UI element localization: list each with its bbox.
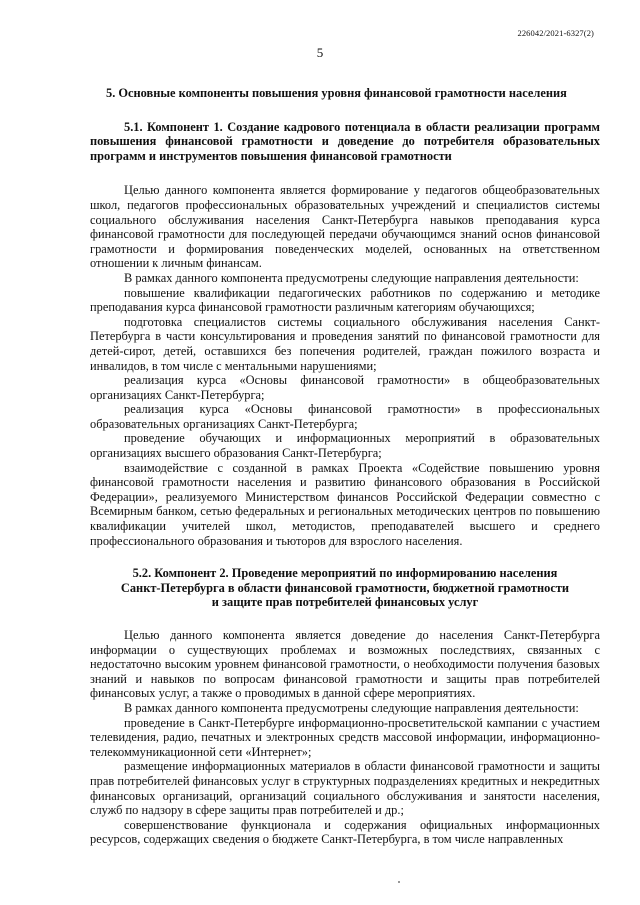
section-5-1-heading: 5.1. Компонент 1. Создание кадрового потенциала в области реализации программ повышения финансовой грамотности и доведение до потребителя образовательных программ и инструментов повышения финансовой грамотности xyxy=(90,119,600,163)
paragraph: В рамках данного компонента предусмотрены следующие направления деятельности: xyxy=(124,700,579,715)
section-5-1-body xyxy=(90,183,600,548)
section-5-heading: 5. Основные компоненты повышения уровня финансовой грамотности населения xyxy=(106,86,567,100)
list-item: проведение в Санкт-Петербурге информационно-просветительской кампании с участием телевидения, радио, печатных и электронных средств массовой информации, информационно-телекоммуникационной сети «Интернет»; xyxy=(90,715,600,759)
list-item: взаимодействие с созданной в рамках Проекта «Содействие повышению уровня финансовой грамотности населения и развитию финансового образования в Российской Федерации», реализуемого Министерством финансов Российской Федерации совместно с Всемирным банком, сетью федеральных и региональных методических центров по повышению квалификации учителей школ, методистов, преподавателей высшего и среднего профессионального образования и тьюторов для взрослого населения. xyxy=(90,460,600,548)
section-5-2-heading-line: и защите прав потребителей финансовых услуг xyxy=(211,595,479,610)
list-item: реализация курса «Основы финансовой грамотности» в профессиональных образовательных организациях Санкт-Петербурга; xyxy=(90,402,600,431)
paragraph: Целью данного компонента является формирование у педагогов общеобразовательных школ, педагогов профессиональных образовательных учреждений и специалистов системы социального обслуживания населения Санкт-Петербурга навыков преподавания курса финансовой грамотности для последующей передачи обучающимся знаний основ финансовой грамотности и формирования поведенческих моделей, основанных на ответственном отношении к личным финансам. xyxy=(90,183,600,271)
section-5-2-heading-line: 5.2. Компонент 2. Проведение мероприятий по информированию населения xyxy=(132,566,558,581)
page-number: 5 xyxy=(316,45,324,60)
paragraph: Целью данного компонента является доведение до населения Санкт-Петербурга информации о существующих проблемах и возможных последствиях, связанных с недостаточно высоким уровнем финансовой грамотности, о необходимости получения базовых знаний и навыков по вопросам финансовой грамотности и защиты прав потребителей финансовых услуг, а также о проводимых в данной сфере мероприятиях. xyxy=(90,628,600,701)
list-item: проведение обучающих и информационных мероприятий в образовательных организациях высшего образования Санкт-Петербурга; xyxy=(90,431,600,461)
document-body xyxy=(90,86,600,847)
list-item: подготовка специалистов системы социального обслуживания населения Санкт-Петербурга в части консультирования и проведения занятий по финансовой грамотности для детей-сирот, детей, оставшихся без попечения родителей, граждан пожилого возраста и инвалидов, в том числе с ментальными нарушениями; xyxy=(90,314,600,373)
document-registration-number: 226042/2021-6327(2) xyxy=(517,28,594,38)
list-item: повышение квалификации педагогических работников по содержанию и методике преподавания курса финансовой грамотности различным категориям обучающихся; xyxy=(90,285,600,315)
paragraph: В рамках данного компонента предусмотрены следующие направления деятельности: xyxy=(124,270,579,285)
list-item: размещение информационных материалов в области финансовой грамотности и защиты прав потребителей финансовых услуг в структурных подразделениях кредитных и некредитных финансовых организаций, организаций социального обслуживания и занятости населения, служб по надзору в сфере защиты прав потребителей и др.; xyxy=(90,759,600,818)
list-item: реализация курса «Основы финансовой грамотности» в общеобразовательных организациях Санкт-Петербурга; xyxy=(90,373,600,402)
section-5-2-body xyxy=(90,628,600,847)
list-item: совершенствование функционала и содержания официальных информационных ресурсов, содержащих сведения о бюджете Санкт-Петербурга, в том числе направленных xyxy=(90,817,600,847)
scan-dot xyxy=(398,881,400,883)
section-5-2-heading-line: Санкт-Петербурга в области финансовой грамотности, бюджетной грамотности xyxy=(120,580,570,595)
section-5-2-heading xyxy=(90,566,600,610)
